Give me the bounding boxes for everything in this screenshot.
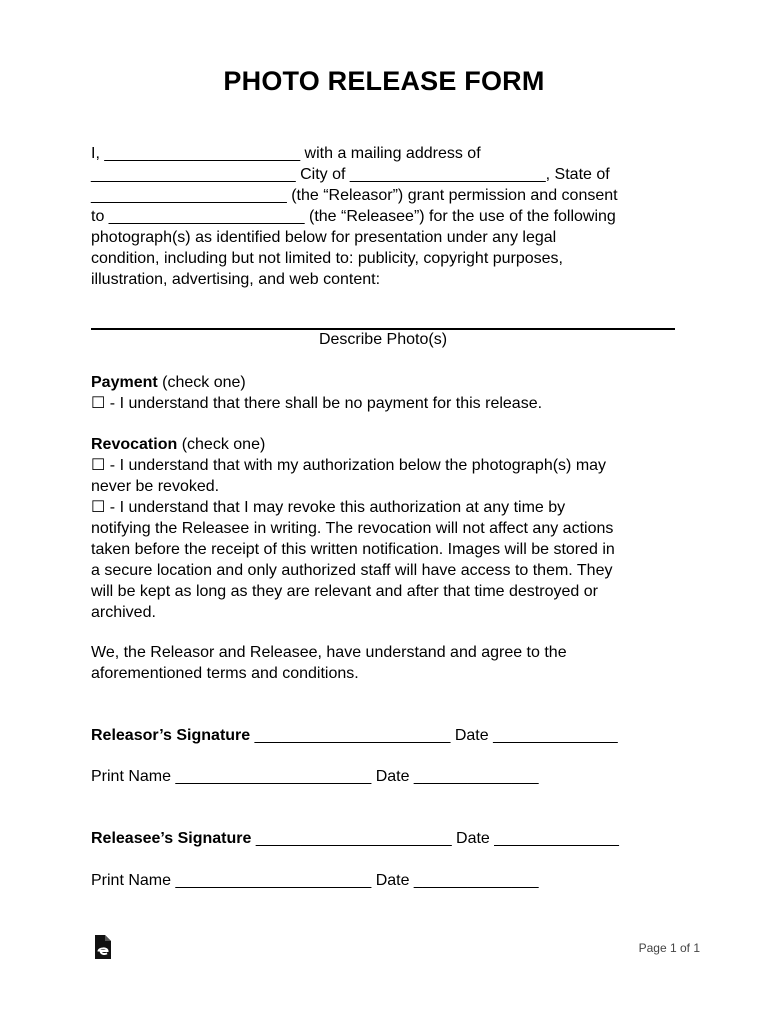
releasor-signature-label: Releasor’s Signature <box>91 727 251 744</box>
releasee-print-date-label: Date <box>375 872 410 889</box>
releasee-signature-row <box>91 830 619 848</box>
intro-line: ______________________ (the “Releasor”) grant permission and consent <box>91 187 618 204</box>
payment-option[interactable]: ☐ - I understand that there shall be no payment for this release. <box>91 395 543 412</box>
describe-photo-line <box>91 328 675 330</box>
releasee-print-field[interactable]: ______________________ <box>171 872 376 889</box>
revocation-option-2-cont: notifying the Releasee in writing. The revocation will not affect any actions <box>91 520 614 537</box>
intro-paragraph <box>91 143 691 290</box>
releasee-date-label: Date <box>456 830 490 847</box>
intro-line: photograph(s) as identified below for presentation under any legal <box>91 229 557 246</box>
releasor-date-field[interactable]: ______________ <box>488 727 618 744</box>
agreement-paragraph <box>91 642 691 684</box>
agreement-line: We, the Releasor and Releasee, have understand and agree to the <box>91 644 567 661</box>
intro-line: to ______________________ (the “Releasee”) for the use of the following <box>91 208 616 225</box>
revocation-option-2-cont: a secure location and only authorized staff will have access to them. They <box>91 562 613 579</box>
releasee-date-field[interactable]: ______________ <box>489 830 619 847</box>
releasor-print-date-field[interactable]: ______________ <box>409 768 539 785</box>
revocation-option-2-cont: archived. <box>91 604 156 621</box>
releasee-signature-label: Releasee’s Signature <box>91 830 252 847</box>
releasee-print-label: Print Name <box>91 872 172 889</box>
eforms-logo-icon <box>93 934 113 960</box>
revocation-option-2-cont: taken before the receipt of this written notification. Images will be stored in <box>91 541 615 558</box>
payment-heading-line <box>91 372 691 393</box>
releasor-signature-row <box>91 727 618 745</box>
revocation-section <box>91 434 691 623</box>
payment-section <box>91 372 691 414</box>
describe-photo-caption: Describe Photo(s) <box>318 331 448 348</box>
revocation-qualifier: (check one) <box>177 436 266 453</box>
revocation-heading: Revocation <box>91 436 178 453</box>
releasee-signature-field[interactable]: ______________________ <box>251 830 457 847</box>
payment-qualifier: (check one) <box>157 374 246 391</box>
revocation-option-1[interactable]: ☐ - I understand that with my authorization below the photograph(s) may <box>91 457 607 474</box>
intro-line: condition, including but not limited to: publicity, copyright purposes, <box>91 250 563 267</box>
revocation-option-2-cont: will be kept as long as they are relevant and after that time destroyed or <box>91 583 598 600</box>
revocation-option-2[interactable]: ☐ - I understand that I may revoke this authorization at any time by <box>91 499 566 516</box>
intro-line: I, ______________________ with a mailing address of <box>91 145 481 162</box>
releasor-print-label: Print Name <box>91 768 172 785</box>
agreement-line: aforementioned terms and conditions. <box>91 665 359 682</box>
payment-heading: Payment <box>91 374 158 391</box>
releasee-print-row <box>91 872 539 890</box>
releasor-date-label: Date <box>454 727 489 744</box>
revocation-heading-line <box>91 434 691 455</box>
page-title: PHOTO RELEASE FORM <box>223 66 545 96</box>
page-number: Page 1 of 1 <box>638 941 700 955</box>
releasee-print-date-field[interactable]: ______________ <box>409 872 539 889</box>
releasor-print-field[interactable]: ______________________ <box>171 768 376 785</box>
releasor-signature-field[interactable]: ______________________ <box>250 727 455 744</box>
revocation-option-1-cont: never be revoked. <box>91 478 220 495</box>
intro-line: illustration, advertising, and web content: <box>91 271 381 288</box>
releasor-print-row <box>91 768 539 786</box>
releasor-print-date-label: Date <box>375 768 410 785</box>
intro-line: _______________________ City of ______________________, State of <box>91 166 610 183</box>
